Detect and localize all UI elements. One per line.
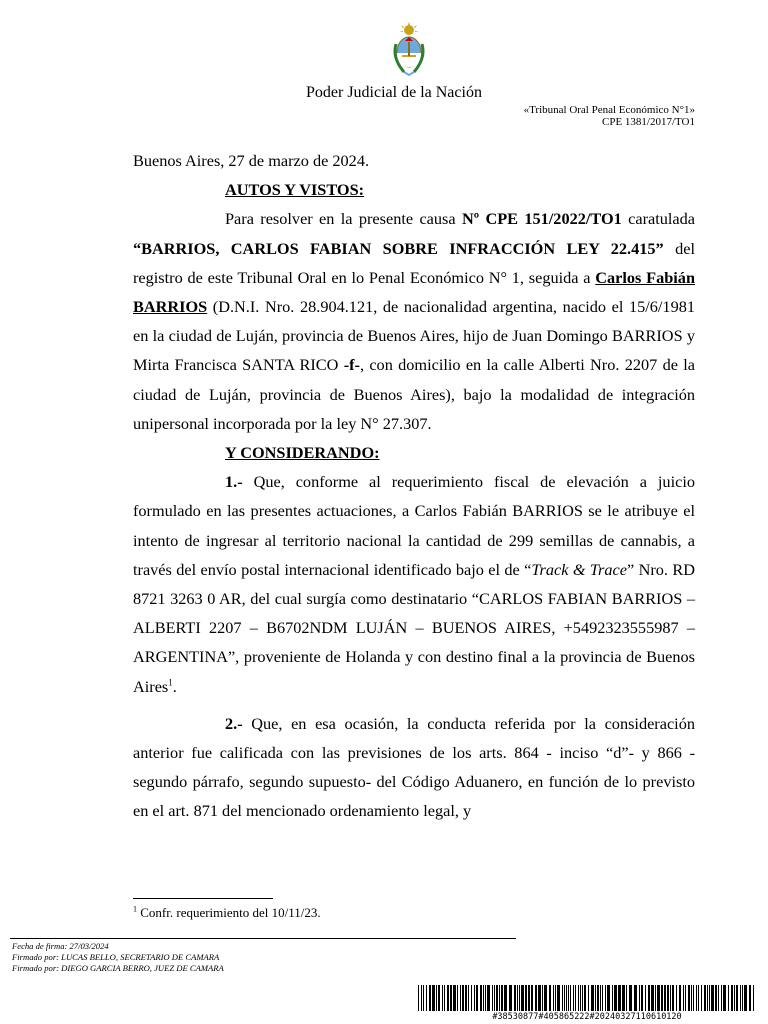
- date-line: Buenos Aires, 27 de marzo de 2024.: [133, 151, 370, 170]
- footnote-divider: [133, 898, 273, 899]
- paragraph-2: 2.- Que, en esa ocasión, la conducta referida por la consideración anterior fue calificada con las previsiones de los arts. 864 - inciso “d”- y 866 -segundo párrafo, segundo supuesto- del Código Aduanero, en función de lo previsto en el art. 871 del mencionado ordenamiento legal, y: [133, 713, 695, 821]
- case-caption: “BARRIOS, CARLOS FABIAN SOBRE INFRACCIÓN LEY 22.415”: [133, 238, 664, 258]
- case-number: Nº CPE 151/2022/TO1: [461, 209, 622, 229]
- case-reference: CPE 1381/2017/TO1: [601, 116, 695, 128]
- court-name: «Tribunal Oral Penal Económico N°1»: [523, 104, 695, 116]
- resolution-body: [133, 146, 695, 826]
- paragraph-autos: Para resolver en la presente causa Nº CPE 151/2022/TO1 caratulada “BARRIOS, CARLOS FABIAN SOBRE INFRACCIÓN LEY 22.415” del registro de este Tribunal Oral en lo Penal Económico N° 1, seguida a Carlos Fabián BARRIOS (D.N.I. Nro. 28.904.121, de nacionalidad argentina, nacido el 15/6/1981 en la ciudad de Luján, provincia de Buenos Aires, hijo de Juan Domingo BARRIOS y Mirta Francisca SANTA RICO -f-, con domicilio en la calle Alberti Nro. 2207 de la ciudad de Luján, provincia de Buenos Aires), bajo la modalidad de integración unipersonal incorporada por la ley N° 27.307.: [133, 209, 695, 433]
- footnote: $^1$ Confr. requerimiento del 10/11/23.: [133, 904, 321, 920]
- argentina-coat-of-arms-icon: [392, 22, 426, 76]
- institution-name: Poder Judicial de la Nación: [306, 84, 482, 101]
- signature-secretary: Firmado por: LUCAS BELLO, SECRETARIO DE CAMARA: [12, 952, 220, 962]
- considerando-heading: Y CONSIDERANDO:: [225, 443, 380, 463]
- signature-judge: Firmado por: DIEGO GARCIA BERRO, JUEZ DE CAMARA: [12, 963, 224, 973]
- barcode-icon: [418, 985, 756, 1011]
- barcode-number: #38530877#405865222#20240327110610120: [492, 1012, 682, 1022]
- defendant-name: Carlos Fabián BARRIOS: [133, 267, 695, 317]
- footnote-ref: 1: [168, 677, 173, 688]
- signature-date: Fecha de firma: 27/03/2024: [12, 941, 109, 951]
- paragraph-1: 1.- Que, conforme al requerimiento fiscal de elevación a juicio formulado en las presentes actuaciones, a Carlos Fabián BARRIOS se le atribuye el intento de ingresar al territorio nacional la cantidad de 299 semillas de cannabis, a través del envío postal internacional identificado bajo el de “Track & Trace” Nro. RD 8721 3263 0 AR, del cual surgía como destinatario “CARLOS FABIAN BARRIOS – ALBERTI 2207 – B6702NDM LUJÁN – BUENOS AIRES, +5492323555987 – ARGENTINA”, proveniente de Holanda y con destino final a la provincia de Buenos Aires$^1$.: [133, 472, 695, 696]
- signature-divider: [10, 938, 516, 939]
- autos-heading: AUTOS Y VISTOS:: [225, 180, 365, 200]
